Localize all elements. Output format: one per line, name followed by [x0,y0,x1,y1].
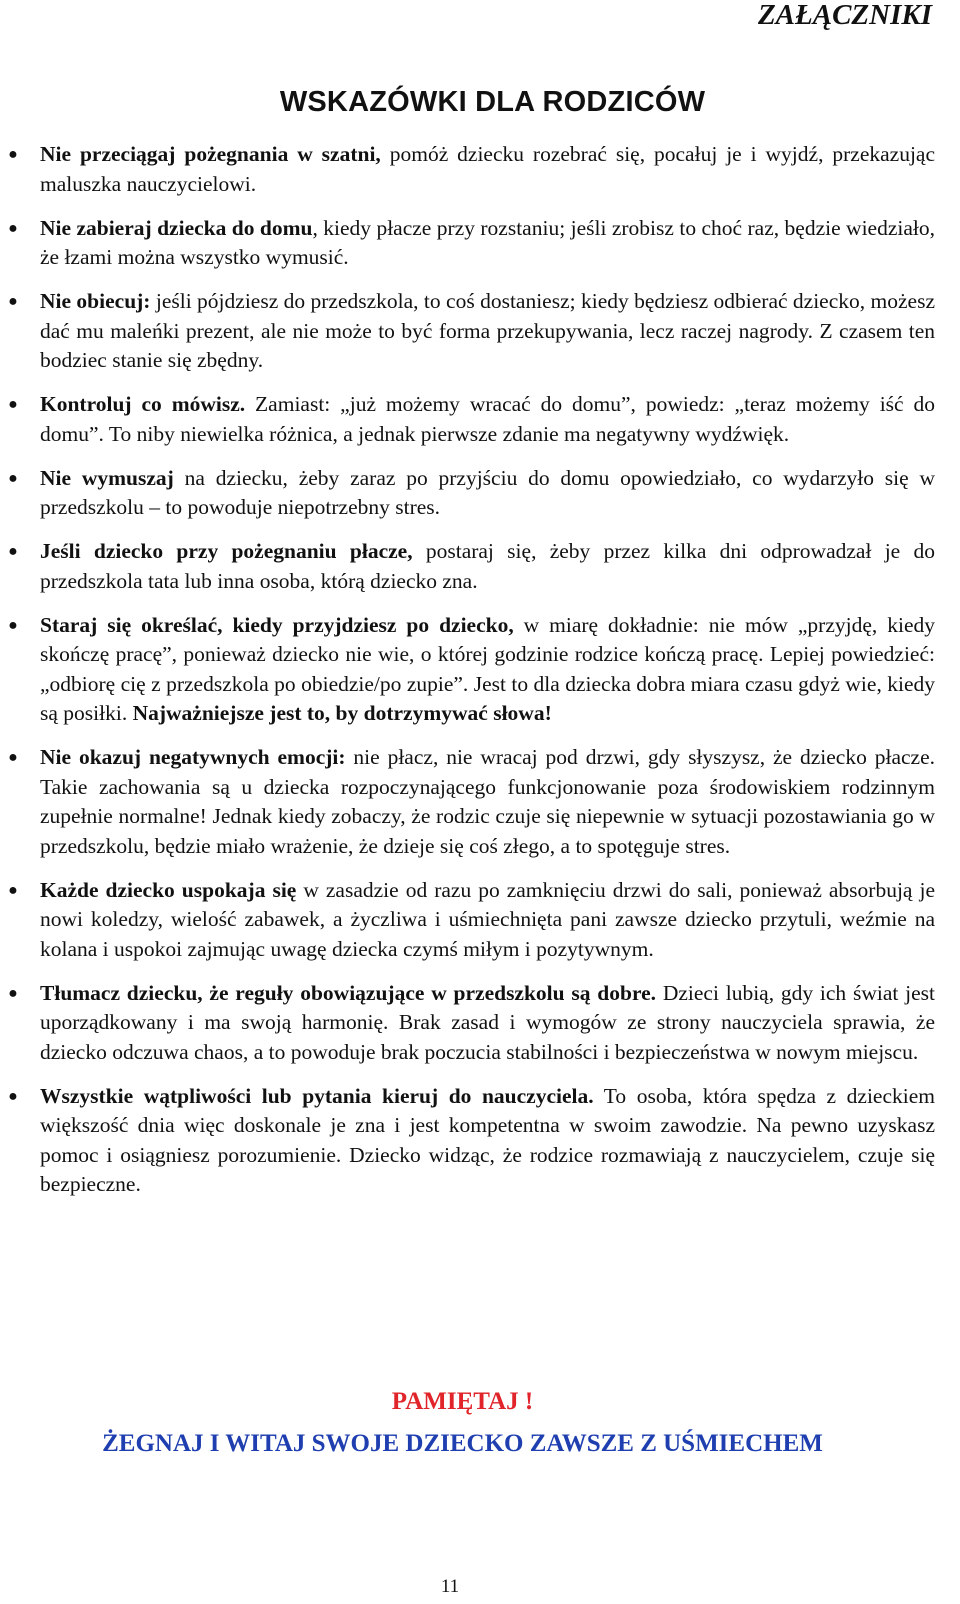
tip-text: w zasadzie od razu po zamknięciu drzwi do sali, ponieważ absorbują je nowi koledzy, wielość zabawek, a życzliwa i uśmiechnięta pani zawsze dziecko przytuli, weźmie na kolana i uspokoi zajmując uwagę dziecka czymś miłym i pozytywnym. [40,877,935,961]
bullet-icon: ● [8,543,18,560]
bullet-icon: ● [8,219,18,237]
bullet-icon: ● [8,293,18,310]
list-item [0,979,935,1068]
bullet-icon: ● [8,749,18,766]
tip-text: nie płacz, nie wracaj pod drzwi, gdy słyszysz, że dziecko płacze. Takie zachowania są u dziecka rozpoczynającego funkcjonowanie poza środowiskiem rodzinnym zupełnie normalne! Jednak kiedy zobaczy, że rodzic czuje się niepewnie w sytuacji pozostawiania go w przedszkolu, będzie miało wrażenie, że dzieje się coś złego, a to spotęguje stres. [40,745,935,858]
tip-bold-end: Najważniejsze jest to, by dotrzymywać słowa! [132,701,552,725]
tip-text: jeśli pójdziesz do przedszkola, to coś dostaniesz; kiedy będziesz odbierać dziecko, możesz dać mu maleńki prezent, ale nie może to być forma przekupywania, lecz raczej nagrody. Z czasem ten bodziec stanie się zbędny. [40,289,935,372]
page-title: WSKAZÓWKI DLA RODZICÓW [279,86,706,118]
section-label: ZAŁĄCZNIKI [757,0,932,31]
tip-text: Zamiast: „już możemy wracać do domu”, powiedz: „teraz możemy iść do domu”. To niby niewielka różnica, a jednak pierwsze zdanie ma negatywny wydźwięk. [40,392,935,446]
farewell-slogan: ŻEGNAJ I WITAJ SWOJE DZIECKO ZAWSZE Z UŚMIECHEM [102,1430,823,1457]
bullet-icon: ● [8,396,18,413]
list-item [0,214,935,273]
list-item [0,390,935,449]
tip-text: To osoba, która spędza z dzieckiem większość dnia więc doskonale je zna i jest kompetentna w swoim zawodzie. Na pewno uzyskasz pomoc i osiągniesz porozumienie. Dziecko widząc, że rodzice rozmawiają z nauczycielem, czuje się bezpieczne. [40,1083,935,1196]
list-item [0,1082,935,1200]
bullet-icon: ● [8,881,18,899]
list-item [0,537,935,596]
page-number: 11 [440,1576,460,1597]
list-item [0,140,935,199]
bullet-icon: ● [8,616,18,634]
tip-bold: Nie wymuszaj [40,465,174,490]
list-item [0,743,935,861]
remember-heading: PAMIĘTAJ ! [391,1388,534,1415]
tip-bold: Wszystkie wątpliwości lub pytania kieruj do nauczyciela. [40,1083,594,1108]
tip-bold: Nie zabieraj dziecka do domu [40,215,313,240]
tip-bold: Nie obiecuj: [40,289,151,313]
tip-text: postaraj się, żeby przez kilka dni odprowadzał je do przedszkola tata lub inna osoba, którą dziecko zna. [40,539,935,593]
list-item [0,876,935,965]
tip-bold: Staraj się określać, kiedy przyjdziesz po dziecko, [40,612,514,637]
list-item [0,287,935,376]
tip-bold: Każde dziecko uspokaja się [40,877,297,902]
list-item [0,611,935,729]
tip-bold: Kontroluj co mówisz. [40,392,246,416]
tip-text: na dziecku, żeby zaraz po przyjściu do domu opowiedziało, co wydarzyło się w przedszkolu – to powoduje niepotrzebny stres. [40,465,935,519]
tip-bold: Jeśli dziecko przy pożegnaniu płacze, [40,539,413,563]
tip-text: Dzieci lubią, gdy ich świat jest uporządkowany i ma swoją harmonię. Brak zasad i wymogów ze strony nauczyciela sprawia, że dziecko odczuwa chaos, a to powoduje brak poczucia stabilności i bezpieczeństwa w nowym miejscu. [40,980,935,1064]
tip-bold: Nie przeciągaj pożegnania w szatni, [40,142,381,166]
bullet-icon: ● [8,146,18,163]
tips-list [0,140,960,1214]
bullet-icon: ● [8,1087,18,1105]
tip-text: w miarę dokładnie: nie mów „przyjdę, kiedy skończę pracę”, ponieważ dziecko nie wie, o której godzinie rodzice kończą pracę. Lepiej powiedzieć: „odbiorę cię z przedszkola po obiedzie/po zupie”. Jest to dla dziecka dobra miara czasu gdyż wie, kiedy są posiłki. [40,612,935,725]
tip-bold: Nie okazuj negatywnych emocji: [40,745,346,769]
bullet-icon: ● [8,984,18,1002]
list-item [0,464,935,523]
tip-bold: Tłumacz dziecku, że reguły obowiązujące w przedszkolu są dobre. [40,980,657,1005]
tip-text: pomóż dziecku rozebrać się, pocałuj je i wyjdź, przekazując maluszka nauczycielowi. [40,142,936,196]
bullet-icon: ● [8,469,18,487]
tip-text: , kiedy płacze przy rozstaniu; jeśli zrobisz to choć raz, będzie wiedziało, że łzami można wszystko wymusić. [40,215,935,269]
